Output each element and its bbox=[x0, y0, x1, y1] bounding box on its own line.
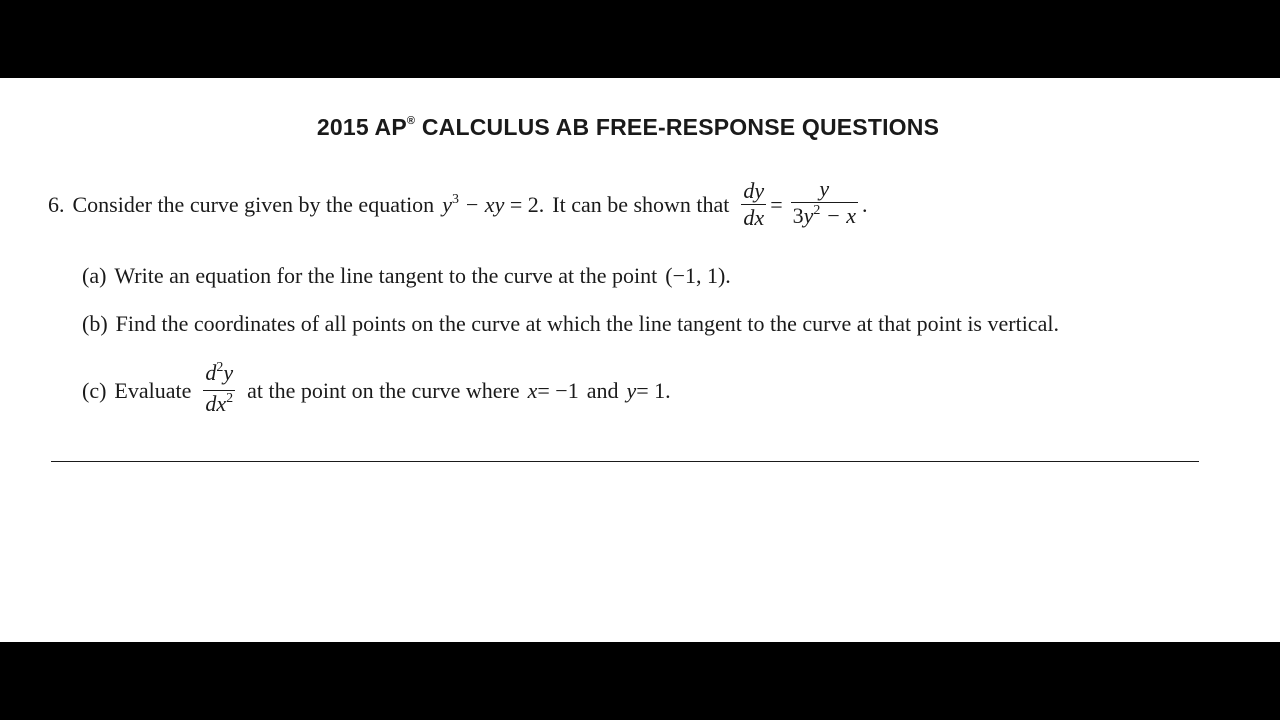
part-c-x-var: x bbox=[527, 377, 538, 403]
derivative-rhs-fraction: $\frac{y}{3y^2 - x}$ bbox=[791, 176, 858, 233]
letterbox-top bbox=[0, 0, 1280, 78]
part-b-line bbox=[82, 311, 1059, 337]
dy-dx-fraction: $\frac{dy}{dx}$ bbox=[743, 178, 765, 230]
part-a-point: (−1, 1). bbox=[665, 263, 731, 288]
registered-mark: ® bbox=[406, 115, 416, 128]
section-divider bbox=[51, 461, 1199, 462]
derivative-equals: = bbox=[770, 191, 783, 217]
part-a-text: Write an equation for the line tangent to the curve at the point bbox=[114, 263, 658, 288]
part-c-y-var: y bbox=[626, 377, 637, 403]
question-6-line bbox=[48, 176, 868, 233]
derivative-period: . bbox=[862, 191, 868, 217]
part-c-and: and bbox=[586, 377, 619, 403]
part-c-evaluate: Evaluate bbox=[114, 377, 192, 403]
part-c-y-value: = 1. bbox=[636, 377, 671, 403]
part-b-text: Find the coordinates of all points on the curve at which the line tangent to the curve at that point is vertical. bbox=[115, 311, 1059, 336]
part-a-line bbox=[82, 263, 731, 289]
part-a-label: (a) bbox=[82, 263, 107, 288]
part-b-label: (b) bbox=[82, 311, 108, 336]
question-intro-text: Consider the curve given by the equation bbox=[72, 191, 435, 217]
heading-title-pre: 2015 AP bbox=[316, 114, 407, 140]
curve-equation: $y^3$ − xy = 2. bbox=[442, 191, 545, 217]
question-number: 6. bbox=[48, 191, 65, 217]
part-c-x-value: = −1 bbox=[537, 377, 579, 403]
part-c-line bbox=[82, 360, 671, 421]
part-c-text: at the point on the curve where bbox=[247, 377, 520, 403]
document-page bbox=[0, 78, 1280, 642]
page-heading bbox=[0, 114, 1256, 141]
part-c-label: (c) bbox=[82, 377, 107, 403]
letterbox-bottom bbox=[0, 642, 1280, 720]
question-shown-text: It can be shown that bbox=[552, 191, 730, 217]
heading-title-post: CALCULUS AB FREE-RESPONSE QUESTIONS bbox=[415, 114, 940, 140]
second-derivative-fraction: $\frac{d^2y}{dx^2}$ bbox=[203, 360, 235, 421]
